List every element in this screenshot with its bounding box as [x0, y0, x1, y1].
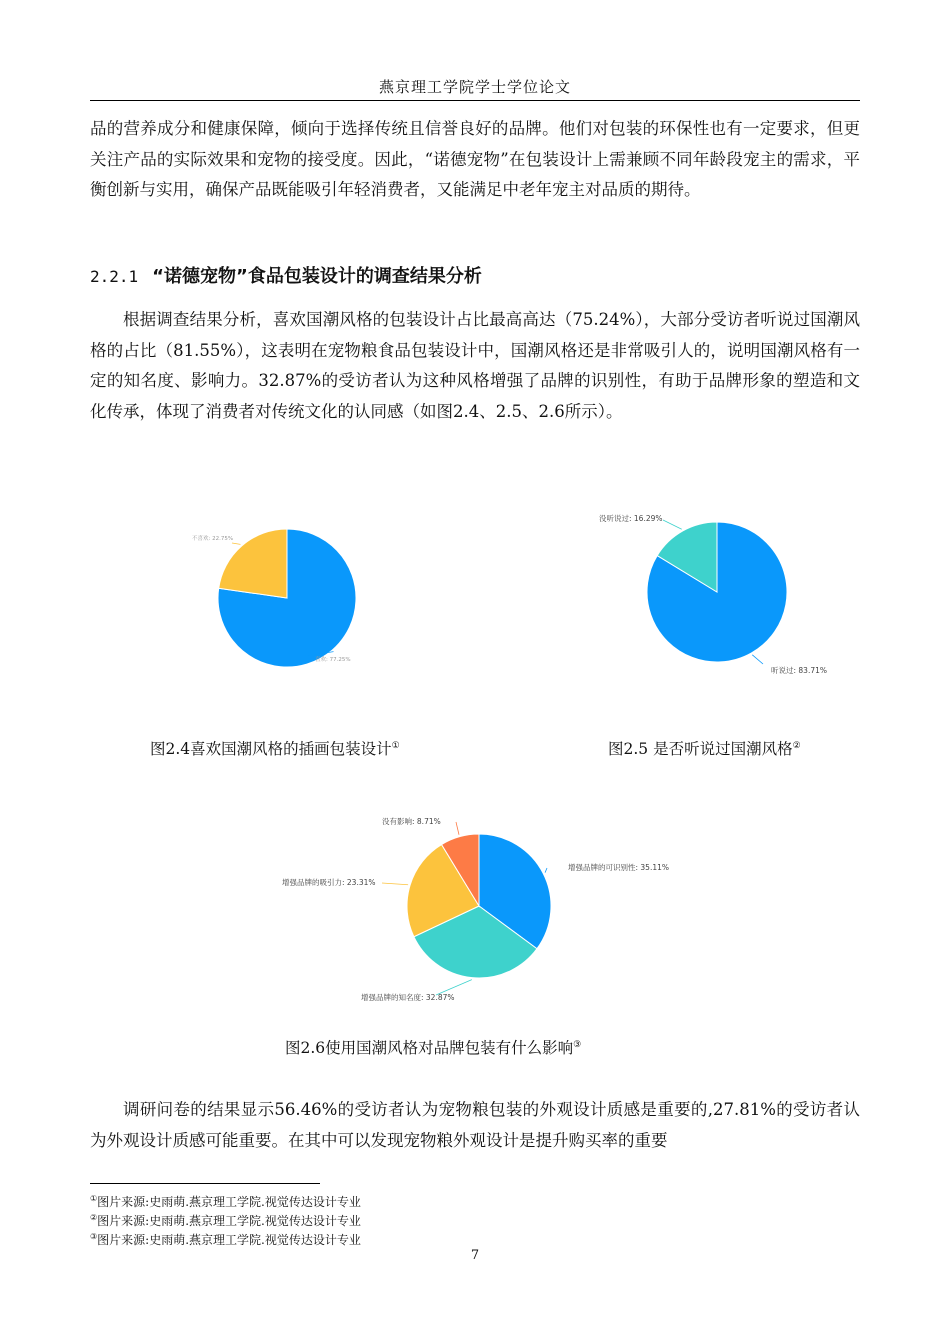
section-title: “诺德宠物”食品包装设计的调查结果分析 [152, 266, 482, 287]
footnote-2: ②图片来源:史雨萌.燕京理工学院.视觉传达设计专业 [90, 1213, 361, 1228]
paragraph-2: 根据调查结果分析，喜欢国潮风格的包装设计占比最高高达（75.24%），大部分受访者听说过国潮风格的占比（81.55%），这表明在宠物粮食品包装设计中，国潮风格还是非常吸引人的，说明国潮风格有一定的知名度、影响力。32.87%的受访者认为这种风格增强了品牌的识别性，有助于品牌形象的塑造和文化传承，体现了消费者对传统文化的认同感（如图2.4、2.5、2.6所示）。 [90, 310, 860, 421]
paragraph-1: 品的营养成分和健康保障，倾向于选择传统且信誉良好的品牌。他们对包装的环保性也有一定要求，但更关注产品的实际效果和宠物的接受度。因此，“诺德宠物”在包装设计上需兼顾不同年龄段宠主的需求，平衡创新与实用，确保产品既能吸引年轻消费者，又能满足中老年宠主对品质的期待。 [90, 119, 860, 199]
section-number: 2.2.1 [90, 267, 139, 286]
pie-slice-label: 不喜欢: 22.75% [192, 536, 234, 542]
header-rule [90, 100, 860, 101]
footnote-rule [90, 1183, 320, 1184]
section-heading [90, 262, 482, 288]
page-header: 燕京理工学院学士学位论文 [378, 78, 571, 96]
caption-fig-2-5: 图2.5 是否听说过国潮风格② [608, 740, 801, 758]
caption-fig-2-4: 图2.4喜欢国潮风格的插画包装设计① [150, 740, 400, 758]
caption-fig-2-6: 图2.6使用国潮风格对品牌包装有什么影响③ [285, 1039, 582, 1057]
pie-leader-line [456, 822, 459, 835]
pie-slice-label: 增强品牌的吸引力: 23.31% [282, 878, 376, 887]
pie-leader-line [545, 868, 547, 873]
pie-slice-label: 没有影响: 8.71% [382, 817, 441, 826]
pie-chart-fig-2-5 [585, 505, 860, 685]
pie-leader-line [663, 520, 682, 529]
pie-slice-label: 增强品牌的可识别性: 35.11% [568, 863, 670, 872]
pie-chart-fig-2-4 [170, 510, 420, 685]
pie-slice-label: 没听说过: 16.29% [599, 514, 663, 523]
pie-chart-fig-2-6 [270, 805, 690, 1010]
pie-leader-line [232, 543, 240, 544]
paragraph-3: 调研问卷的结果显示56.46%的受访者认为宠物粮包装的外观设计质感是重要的,27.81%的受访者认为外观设计质感可能重要。在其中可以发现宠物粮外观设计是提升购买率的重要 [90, 1100, 860, 1150]
pie-leader-line [382, 883, 408, 885]
pie-leader-line [752, 655, 763, 664]
pie-slice-label: 喜欢: 77.25% [315, 657, 351, 663]
footnote-3: ③图片来源:史雨萌.燕京理工学院.视觉传达设计专业 [90, 1232, 361, 1247]
page-number: 7 [470, 1248, 480, 1263]
footnote-1: ①图片来源:史雨萌.燕京理工学院.视觉传达设计专业 [90, 1194, 361, 1209]
pie-slice-label: 增强品牌的知名度: 32.87% [361, 993, 455, 1002]
pie-slice-label: 听说过: 83.71% [771, 666, 828, 675]
